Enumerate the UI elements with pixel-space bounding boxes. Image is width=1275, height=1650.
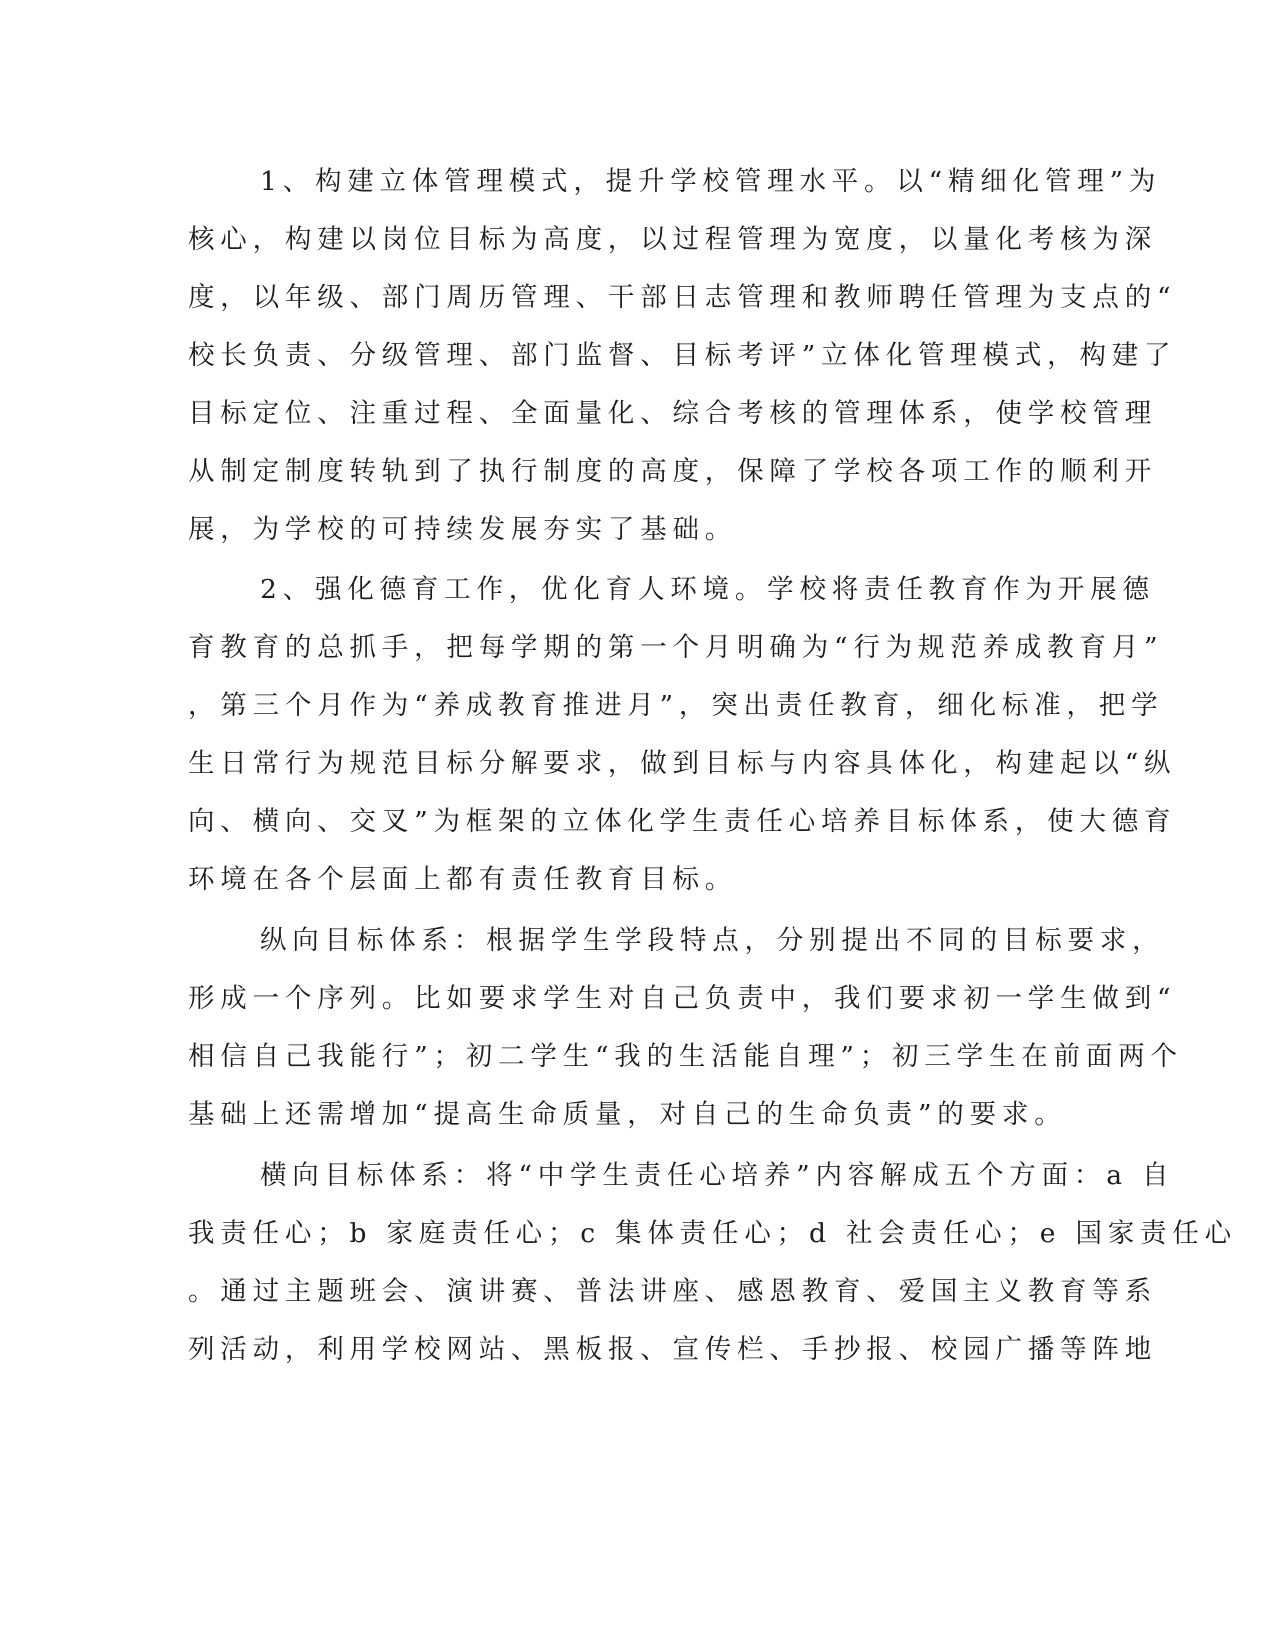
paragraph-1-line-3: 度，以年级、部门周历管理、干部日志管理和教师聘任管理为支点的“ [188,282,1177,313]
paragraph-1-line-7: 展，为学校的可持续发展夯实了基础。 [188,514,738,545]
paragraph-3-line-1: 纵向目标体系：根据学生学段特点，分别提出不同的目标要求， [260,925,1165,956]
paragraph-1-line-5: 目标定位、注重过程、全面量化、综合考核的管理体系，使学校管理 [188,398,1157,429]
paragraph-4-line-2: 我责任心；b 家庭责任心；c 集体责任心；d 社会责任心；e 国家责任心 [188,1218,1237,1249]
paragraph-3-line-4: 基础上还需增加“提高生命质量，对自己的生命负责”的要求。 [188,1099,1067,1130]
paragraph-1-line-4: 校长负责、分级管理、部门监督、目标考评”立体化管理模式，构建了 [188,340,1177,371]
paragraph-2-line-4: 生日常行为规范目标分解要求，做到目标与内容具体化，构建起以“纵 [188,748,1177,779]
paragraph-2-line-6: 环境在各个层面上都有责任教育目标。 [188,864,738,895]
paragraph-3-line-2: 形成一个序列。比如要求学生对自己负责中，我们要求初一学生做到“ [188,983,1177,1014]
paragraph-2-line-5: 向、横向、交叉”为框架的立体化学生责任心培养目标体系，使大德育 [188,806,1177,837]
paragraph-3-line-3: 相信自己我能行”；初二学生“我的生活能自理”；初三学生在前面两个 [188,1041,1183,1072]
paragraph-1-line-6: 从制定制度转轨到了执行制度的高度，保障了学校各项工作的顺利开 [188,456,1157,487]
paragraph-2-line-3: ，第三个月作为“养成教育推进月”，突出责任教育，细化标准，把学 [188,690,1164,721]
paragraph-4-line-1: 横向目标体系：将“中学生责任心培养”内容解成五个方面：a 自 [260,1160,1175,1191]
paragraph-4-line-3: 。通过主题班会、演讲赛、普法讲座、感恩教育、爱国主义教育等系 [188,1276,1157,1307]
paragraph-2-line-2: 育教育的总抓手，把每学期的第一个月明确为“行为规范养成教育月” [188,632,1164,663]
paragraph-1-line-1: 1、构建立体管理模式，提升学校管理水平。以“精细化管理”为 [260,166,1162,197]
paragraph-4-line-4: 列活动，利用学校网站、黑板报、宣传栏、手抄报、校园广播等阵地 [188,1334,1157,1365]
paragraph-1-line-2: 核心，构建以岗位目标为高度，以过程管理为宽度，以量化考核为深 [188,224,1157,255]
paragraph-2-line-1: 2、强化德育工作，优化育人环境。学校将责任教育作为开展德 [260,574,1155,605]
